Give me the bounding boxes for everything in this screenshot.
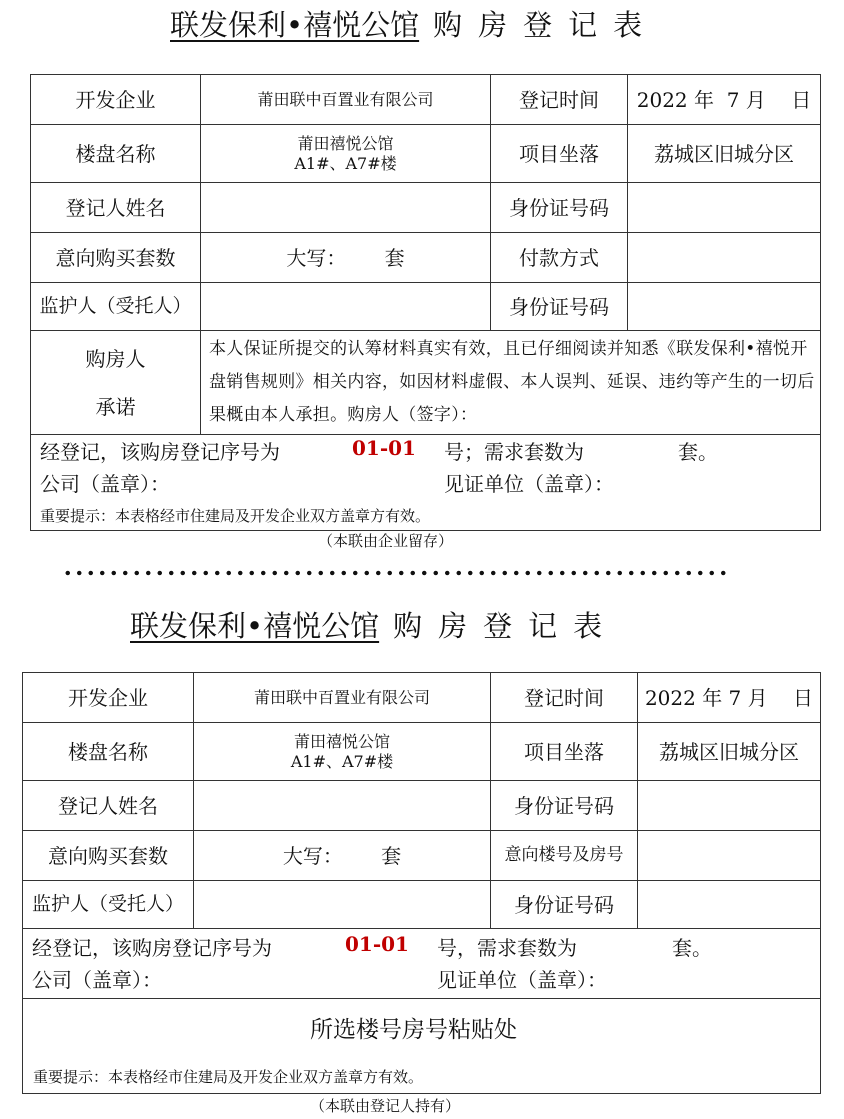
form1-registrant-input[interactable] [201,183,491,233]
form1-payment-label: 付款方式 [491,233,628,283]
form1-promise-label [31,331,201,435]
form2-property-line1: 莆田禧悦公馆 [293,732,390,752]
form2-unit-room-label: 意向楼号及房号 [491,831,638,881]
form2-title-form: 购房登记表 [393,609,619,643]
form2-sticker-area[interactable]: 所选楼号房号粘贴处 [310,1017,517,1043]
form1-guardian-id-input[interactable] [628,283,821,331]
form2-developer-label: 开发企业 [23,673,194,723]
form1-promise-text: 本人保证所提交的认筹材料真实有效，且已仔细阅读并知悉《联发保利•禧悦开盘销售规则》相关内容，如因材料虚假、本人误判、延误、违约等产生的一切后果概由本人承担。购房人（签字）： [201,331,821,435]
form1-promise-label-1: 购房人 [85,346,146,371]
form2-caption: （本联由登记人持有） [310,1097,461,1115]
form2-developer-value[interactable]: 莆田联中百置业有限公司 [194,673,491,723]
form2-company-seal: 公司（盖章）： [32,968,162,992]
form2-property-label: 楼盘名称 [23,723,194,781]
form1-location-value[interactable]: 荔城区旧城分区 [628,125,821,183]
form1-serial: 01-01 [352,436,416,460]
form2-registrant-input[interactable] [194,781,491,831]
form2-reg-time-value[interactable]: 2022 年 7 月 日 [638,673,821,723]
form2-property-value[interactable] [194,723,491,781]
form2-registrant-label: 登记人姓名 [23,781,194,831]
form1-units-label: 意向购买套数 [31,233,201,283]
form2-confirm-mid: 号，需求套数为 [437,936,577,960]
form1-payment-input[interactable] [628,233,821,283]
form1-title [170,3,658,44]
form1-id-input[interactable] [628,183,821,233]
form2-title-project: 联发保利•禧悦公馆 [130,609,380,643]
form1-location-label: 项目坐落 [491,125,628,183]
form2-confirm-prefix: 经登记，该购房登记序号为 [32,936,272,960]
form1-reg-time-label: 登记时间 [491,75,628,125]
form2-guardian-id-input[interactable] [638,881,821,929]
form2-title [130,604,618,645]
form2-guardian-input[interactable] [194,881,491,929]
form1-id-label: 身份证号码 [491,183,628,233]
form2-guardian-id-label: 身份证号码 [491,881,638,929]
form1-confirm-suffix: 套。 [678,440,718,464]
form1-reg-time-value[interactable]: 2022 年 7 月 日 [628,75,821,125]
form1-property-line2: A1#、A7#楼 [294,153,397,173]
form2-reg-time-label: 登记时间 [491,673,638,723]
form2-confirm-suffix: 套。 [672,936,712,960]
form1-promise-label-2: 承诺 [95,394,136,419]
form2-id-label: 身份证号码 [491,781,638,831]
form1-developer-label: 开发企业 [31,75,201,125]
form1-property-label: 楼盘名称 [31,125,201,183]
form2-id-input[interactable] [638,781,821,831]
form1-confirm-prefix: 经登记，该购房登记序号为 [40,440,280,464]
form1-guardian-label: 监护人（受托人） [31,283,201,331]
form1-registrant-label: 登记人姓名 [31,183,201,233]
form2-note: 重要提示：本表格经市住建局及开发企业双方盖章方有效。 [33,1068,424,1086]
form2-unit-room-input[interactable] [638,831,821,881]
form1-guardian-input[interactable] [201,283,491,331]
form1-caption: （本联由企业留存） [318,532,454,550]
cut-line-separator [62,568,726,578]
form2-serial: 01-01 [345,932,409,956]
form1-title-form: 购房登记表 [433,8,659,42]
form2-property-line2: A1#、A7#楼 [290,751,394,771]
form2-units-label: 意向购买套数 [23,831,194,881]
form1-guardian-id-label: 身份证号码 [491,283,628,331]
form2-location-value[interactable]: 荔城区旧城分区 [638,723,821,781]
form1-witness-seal: 见证单位（盖章）： [444,472,614,496]
form1-confirm-mid: 号；需求套数为 [444,440,584,464]
form1-property-line1: 莆田禧悦公馆 [297,134,394,154]
form1-title-project: 联发保利•禧悦公馆 [170,8,420,42]
form1-property-value[interactable] [201,125,491,183]
form1-units-value[interactable]: 大写： 套 [201,233,491,283]
form1-company-seal: 公司（盖章）： [40,472,170,496]
form1-note: 重要提示：本表格经市住建局及开发企业双方盖章方有效。 [40,507,431,525]
form2-units-value[interactable]: 大写： 套 [194,831,491,881]
form1-developer-value[interactable]: 莆田联中百置业有限公司 [201,75,491,125]
form2-witness-seal: 见证单位（盖章）： [437,968,607,992]
form2-guardian-label: 监护人（受托人） [23,881,194,929]
form2-location-label: 项目坐落 [491,723,638,781]
form1-confirm-line [40,436,280,465]
